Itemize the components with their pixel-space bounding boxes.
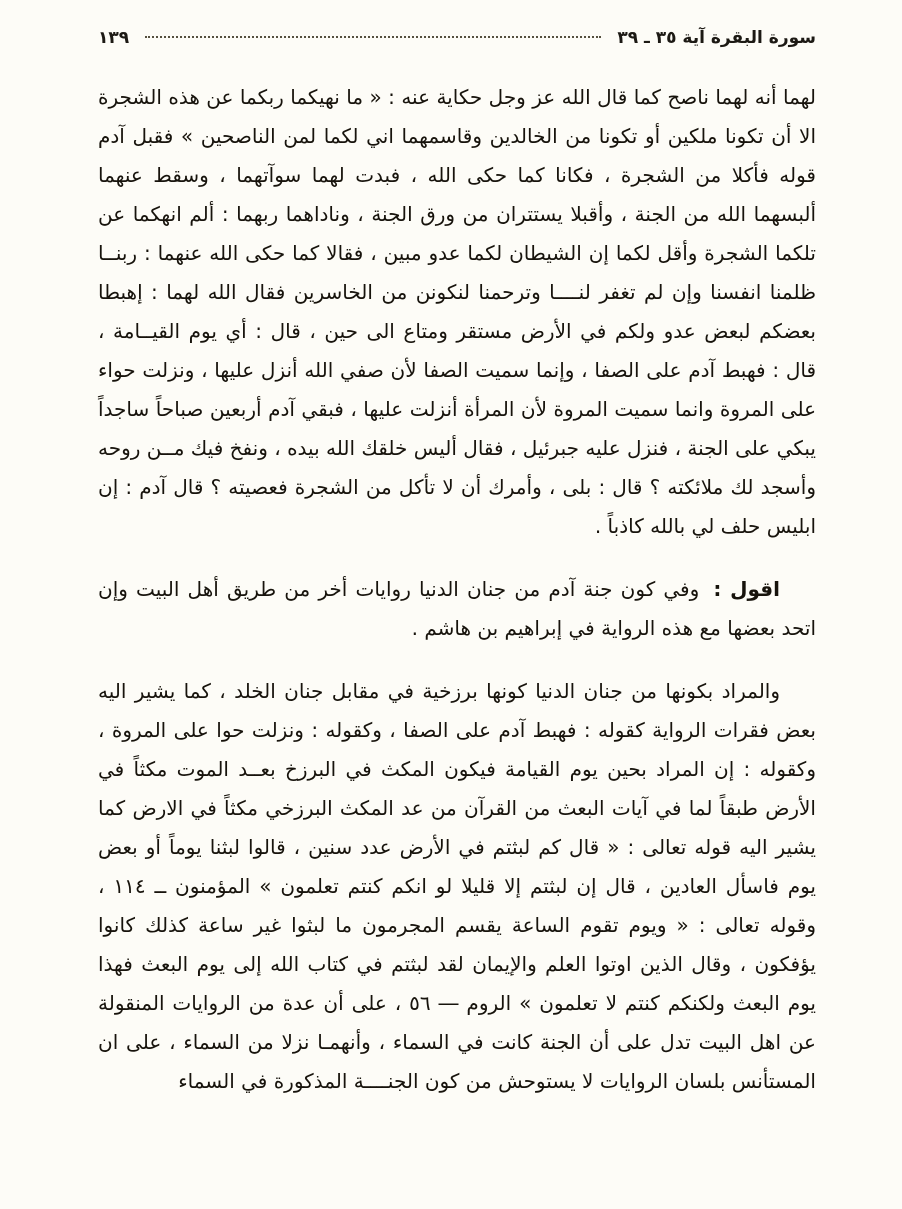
paragraph-aqool bbox=[98, 570, 816, 648]
page-number: ١٣٩ bbox=[98, 28, 130, 48]
section-title: سورة البقرة آية ٣٥ ـ ٣٩ bbox=[617, 28, 816, 48]
page-body bbox=[98, 78, 816, 1101]
paragraph-commentary bbox=[98, 672, 816, 1101]
paragraph-text: والمراد بكونها من جنان الدنيا كونها برزخية في مقابل جنان الخلد ، كما يشير اليه بعض فقرات الرواية كقوله : فهبط آدم على الصفا ، وكقوله : ونزلت حوا على المروة ، وكقوله : إن المراد بحين يوم القيامة فيكون المكث في البرزخ بعــد الموت مكثاً في الأرض طبقاً لما في آيات البعث من القرآن من عد المكث البرزخي مكثاً في الارض كما يشير اليه قوله تعالى : « قال كم لبثتم في الأرض عدد سنين ، قالوا لبثنا يوماً أو بعض يوم فاسأل العادين ، قال إن لبثتم إلا قليلا لو انكم كنتم تعلمون » المؤمنون ــ ١١٤ ، وقوله تعالى : « ويوم تقوم الساعة يقسم المجرمون ما لبثوا غير ساعة كذلك كانوا يؤفكون ، وقال الذين اوتوا العلم والإيمان لقد لبثتم في كتاب الله إلى يوم البعث فهذا يوم البعث ولكنكم كنتم لا تعلمون » الروم ― ٥٦ ، على أن عدة من الروايات المنقولة عن اهل البيت تدل على أن الجنة كانت في السماء ، وأنهمـا نزلا من السماء ، على ان المستأنس بلسان الروايات لا يستوحش من كون الجنــــة المذكورة في السماء bbox=[98, 679, 816, 1093]
paragraph-lead: اقول : bbox=[713, 577, 781, 601]
paragraph-text: لهما أنه لهما ناصح كما قال الله عز وجل حكاية عنه : « ما نهيكما ربكما عن هذه الشجرة الا أن تكونا ملكين أو تكونا من الخالدين وقاسمهما اني لكما لمن الناصحين » فقبل آدم قوله فأكلا من الشجرة ، فكانا كما حكى الله ، فبدت لهما سوآتهما ، وسقط عنهما ألبسهما الله من الجنة ، وأقبلا يستتران من ورق الجنة ، وناداهما ربهما : ألم انهكما عن تلكما الشجرة وأقل لكما إن الشيطان لكما عدو مبين ، فقالا كما حكى الله عنهما : ربنــا ظلمنا انفسنا وإن لم تغفر لنــــا وترحمنا لنكونن من الخاسرين فقال الله لهما : إهبطا بعضكم لبعض عدو ولكم في الأرض مستقر ومتاع الى حين ، قال : أي يوم القيــامة ، قال : فهبط آدم على الصفا ، وإنما سميت الصفا لأن صفي الله أنزل عليها ، ونزلت حواء على المروة وانما سميت المروة لأن المرأة أنزلت عليها ، فبقي آدم أربعين صباحاً ساجداً يبكي على الجنة ، فنزل عليه جبرئيل ، فقال أليس خلقك الله بيده ، ونفخ فيك مــن روحه وأسجد لك ملائكته ؟ قال : بلى ، وأمرك أن لا تأكل من الشجرة فعصيته ؟ قال آدم : إن ابليس حلف لي بالله كاذباً . bbox=[98, 85, 816, 538]
header-dotted-rule bbox=[145, 36, 601, 38]
paragraph-text: وفي كون جنة آدم من جنان الدنيا روايات أخر من طريق أهل البيت وإن اتحد بعضها مع هذه الرواية في إبراهيم بن هاشم . bbox=[98, 577, 816, 640]
page-header bbox=[98, 28, 816, 48]
paragraph-narration bbox=[98, 78, 816, 546]
